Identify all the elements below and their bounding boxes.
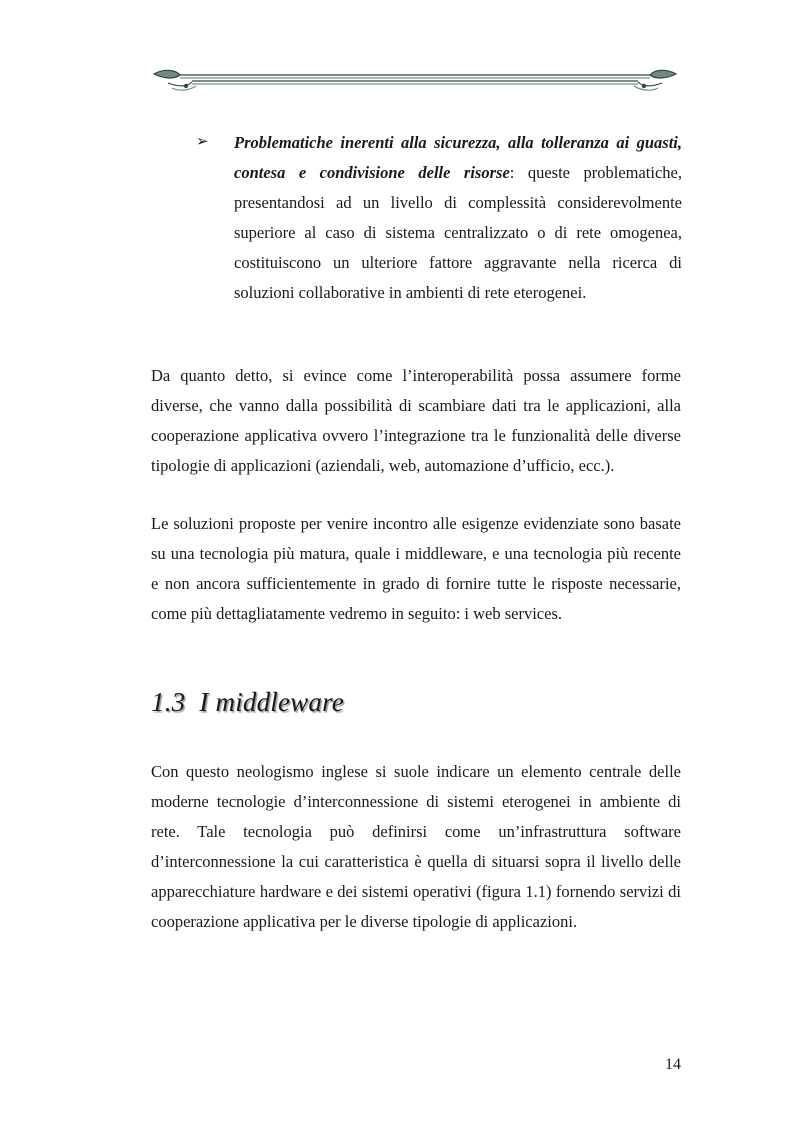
header-ornament-icon xyxy=(150,66,680,94)
bullet-emphasis: Problematiche inerenti alla sicurezza, alla tolleranza ai guasti, contesa e condivisione delle risorse xyxy=(234,133,682,182)
bullet-body: : queste problematiche, presentandosi ad un livello di complessità considerevolmente superiore al caso di sistema centralizzato o di rete omogenea, costituiscono un ulteriore fattore aggravante nella ricerca di soluzioni collaborative in ambienti di rete eterogenei. xyxy=(234,163,682,302)
section-heading xyxy=(151,684,344,720)
page-number: 14 xyxy=(665,1056,681,1073)
bullet-text xyxy=(234,128,682,308)
paragraph-solutions: Le soluzioni proposte per venire incontro alle esigenze evidenziate sono basate su una tecnologia più matura, quale i middleware, e una tecnologia più recente e non ancora sufficientemente in grado di fornire tutte le risposte necessarie, come più dettagliatamente vedremo in seguito: i web services. xyxy=(151,514,681,623)
bullet-item xyxy=(196,128,682,308)
section-number: 1.3 xyxy=(151,687,186,717)
arrow-bullet-icon: ➢ xyxy=(196,134,209,150)
paragraph-middleware: Con questo neologismo inglese si suole indicare un elemento centrale delle moderne tecnologie d’interconnessione di sistemi eterogenei in ambiente di rete. Tale tecnologia può definirsi come un’infrastruttura software d’interconnessione la cui caratteristica è quella di situarsi sopra il livello delle apparecchiature hardware e dei sistemi operativi (figura 1.1) fornendo servizi di cooperazione applicativa per le diverse tipologie di applicazioni. xyxy=(151,762,681,931)
section-title: I middleware xyxy=(199,687,344,717)
paragraph-interoperability: Da quanto detto, si evince come l’interoperabilità possa assumere forme diverse, che vanno dalla possibilità di scambiare dati tra le applicazioni, alla cooperazione applicativa ovvero l’integrazione tra le funzionalità delle diverse tipologie di applicazioni (aziendali, web, automazione d’ufficio, ecc.). xyxy=(151,366,681,475)
